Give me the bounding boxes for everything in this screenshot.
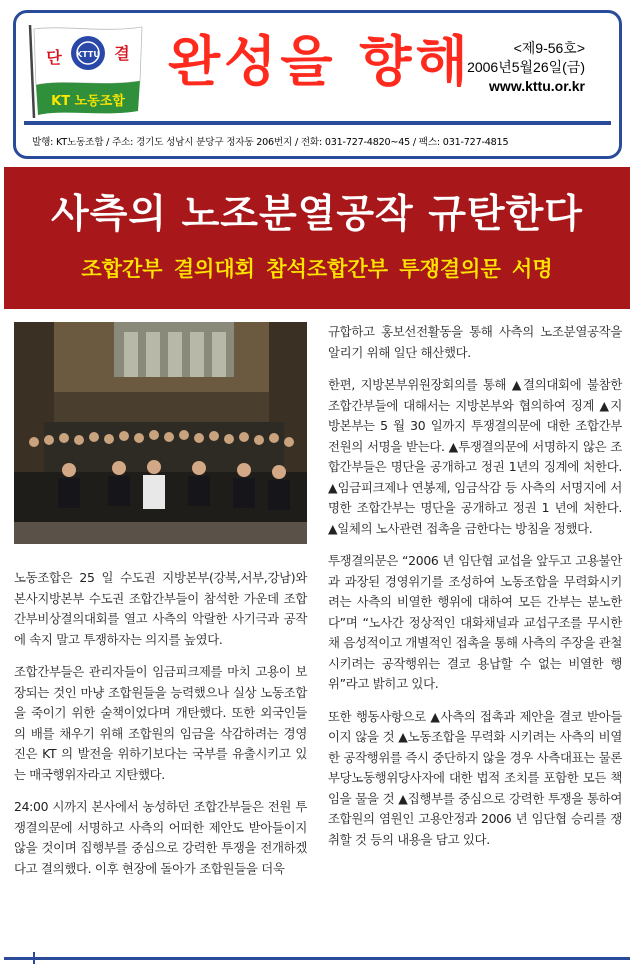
masthead-divider	[24, 121, 611, 125]
flag-banner-text: KT 노동조합	[51, 94, 125, 109]
publisher-address: 발행: KT노동조합 / 주소: 경기도 성남시 분당구 정자동 206번지 / 전화: 031-727-4820~45 / 팩스: 031-727-4815	[32, 137, 509, 148]
article-paragraph: 또한 행동사항으로 ▲사측의 접촉과 제안을 결코 받아들이지 않을 것 ▲노동조합을 무력화 시키려는 사측의 비열한 공작행위를 즉시 중단하지 않을 경우 사측대표는 물론 부당노동행위당사자에 대한 법적 조치를 포함한 모든 책임을 물을 것 ▲집행부를 중심으로 강력한 투쟁을 통하여 조합원의 염원인 고용안정과 2006 년 임단협 승리를 쟁취할 것 등의 내용을 담고 있다.	[328, 708, 622, 847]
article-paragraph: 투쟁결의문은 “2006 년 임단협 교섭을 앞두고 고용불안과 과장된 경영위기를 조성하여 노동조합을 무력화시키려는 사측의 비열한 행위에 대하여 모든 간부는 분노한다”며 “노사간 정상적인 대화채널과 교섭구조를 무시한 채 음성적이고 개별적인 접촉을 통해 사측의 주장을 관철시키려는 공작행위는 결코 용납할 수 없는 비열한 행위”라고 밝히고 있다.	[328, 553, 622, 691]
flag-text-right: 결	[114, 44, 130, 63]
headline-banner	[4, 167, 630, 309]
flag-text-left: 단	[46, 48, 62, 67]
issue-info	[467, 39, 585, 96]
flag-emblem-text: KTTU	[76, 50, 100, 59]
rally-photo	[14, 322, 307, 544]
footer-tick	[33, 952, 35, 964]
article-paragraph: 노동조합은 25 일 수도권 지방본부(강북,서부,강남)와 본사지방본부 수도권 조합간부들이 참석한 가운데 조합간부비상결의대회를 열고 사측의 악랄한 사기극과 공작에 속지 말고 투쟁하자는 의지를 높였다.	[14, 570, 307, 647]
article-paragraph: 조합간부들은 관리자들이 임금피크제를 마치 고용이 보장되는 것인 마냥 조합원들을 능력했으나 실상 노동조합을 죽이기 위한 술책이었다며 개탄했다. 또한 외국인들의 배를 채우기 위해 조합원의 임금을 삭감하려는 경영진은 KT 의 발전을 위하기보다는 국부를 유출시키고 있는 매국행위자라고 지탄했다.	[14, 664, 307, 782]
footer-divider	[4, 957, 630, 960]
masthead	[13, 10, 622, 159]
newsletter-title: 완성을 향해	[168, 30, 472, 93]
subheadline: 조합간부 결의대회 참석조합간부 투쟁결의문 서명	[81, 257, 553, 281]
article-paragraph: 한편, 지방본부위원장회의를 통해 ▲결의대회에 불참한 조합간부들에 대해서는 지방본부와 협의하여 징계 ▲지방본부는 5 월 30 일까지 투쟁결의문에 대한 조합간부 전원의 서명을 받는다. ▲투쟁결의문에 서명하지 않은 조합간부들은 명단을 공개하고 정권 1년의 징계에 처한다. ▲임금피크제나 연봉제, 임금삭감 등 사측의 서명지에 서명한 조합간부는 명단을 공개하고 정권 1 년에 처한다. ▲일체의 노사관련 접촉을 금한다는 방침을 정했다.	[328, 377, 622, 536]
website-link[interactable]: www.kttu.or.kr	[489, 78, 585, 94]
article-paragraph: 규합하고 홍보선전활동을 통해 사측의 노조분열공작을 알리기 위해 일단 해산했다.	[328, 324, 622, 360]
headline: 사측의 노조분열공작 규탄한다	[51, 192, 583, 237]
article-paragraph: 24:00 시까지 본사에서 농성하던 조합간부들은 전원 투쟁결의문에 서명하고 사측의 어떠한 제안도 받아들이지 않을 것이며 집행부를 중심으로 강력한 투쟁을 전개하겠다고 결의했다. 이후 현장에 돌아가 조합원들을 더욱	[14, 799, 307, 876]
issue-number: <제9-56호>	[513, 40, 585, 56]
issue-date: 2006년5월26일(금)	[467, 59, 585, 75]
article-right-column	[328, 322, 622, 862]
union-flag-logo	[24, 23, 144, 118]
article-left-column	[14, 568, 307, 891]
